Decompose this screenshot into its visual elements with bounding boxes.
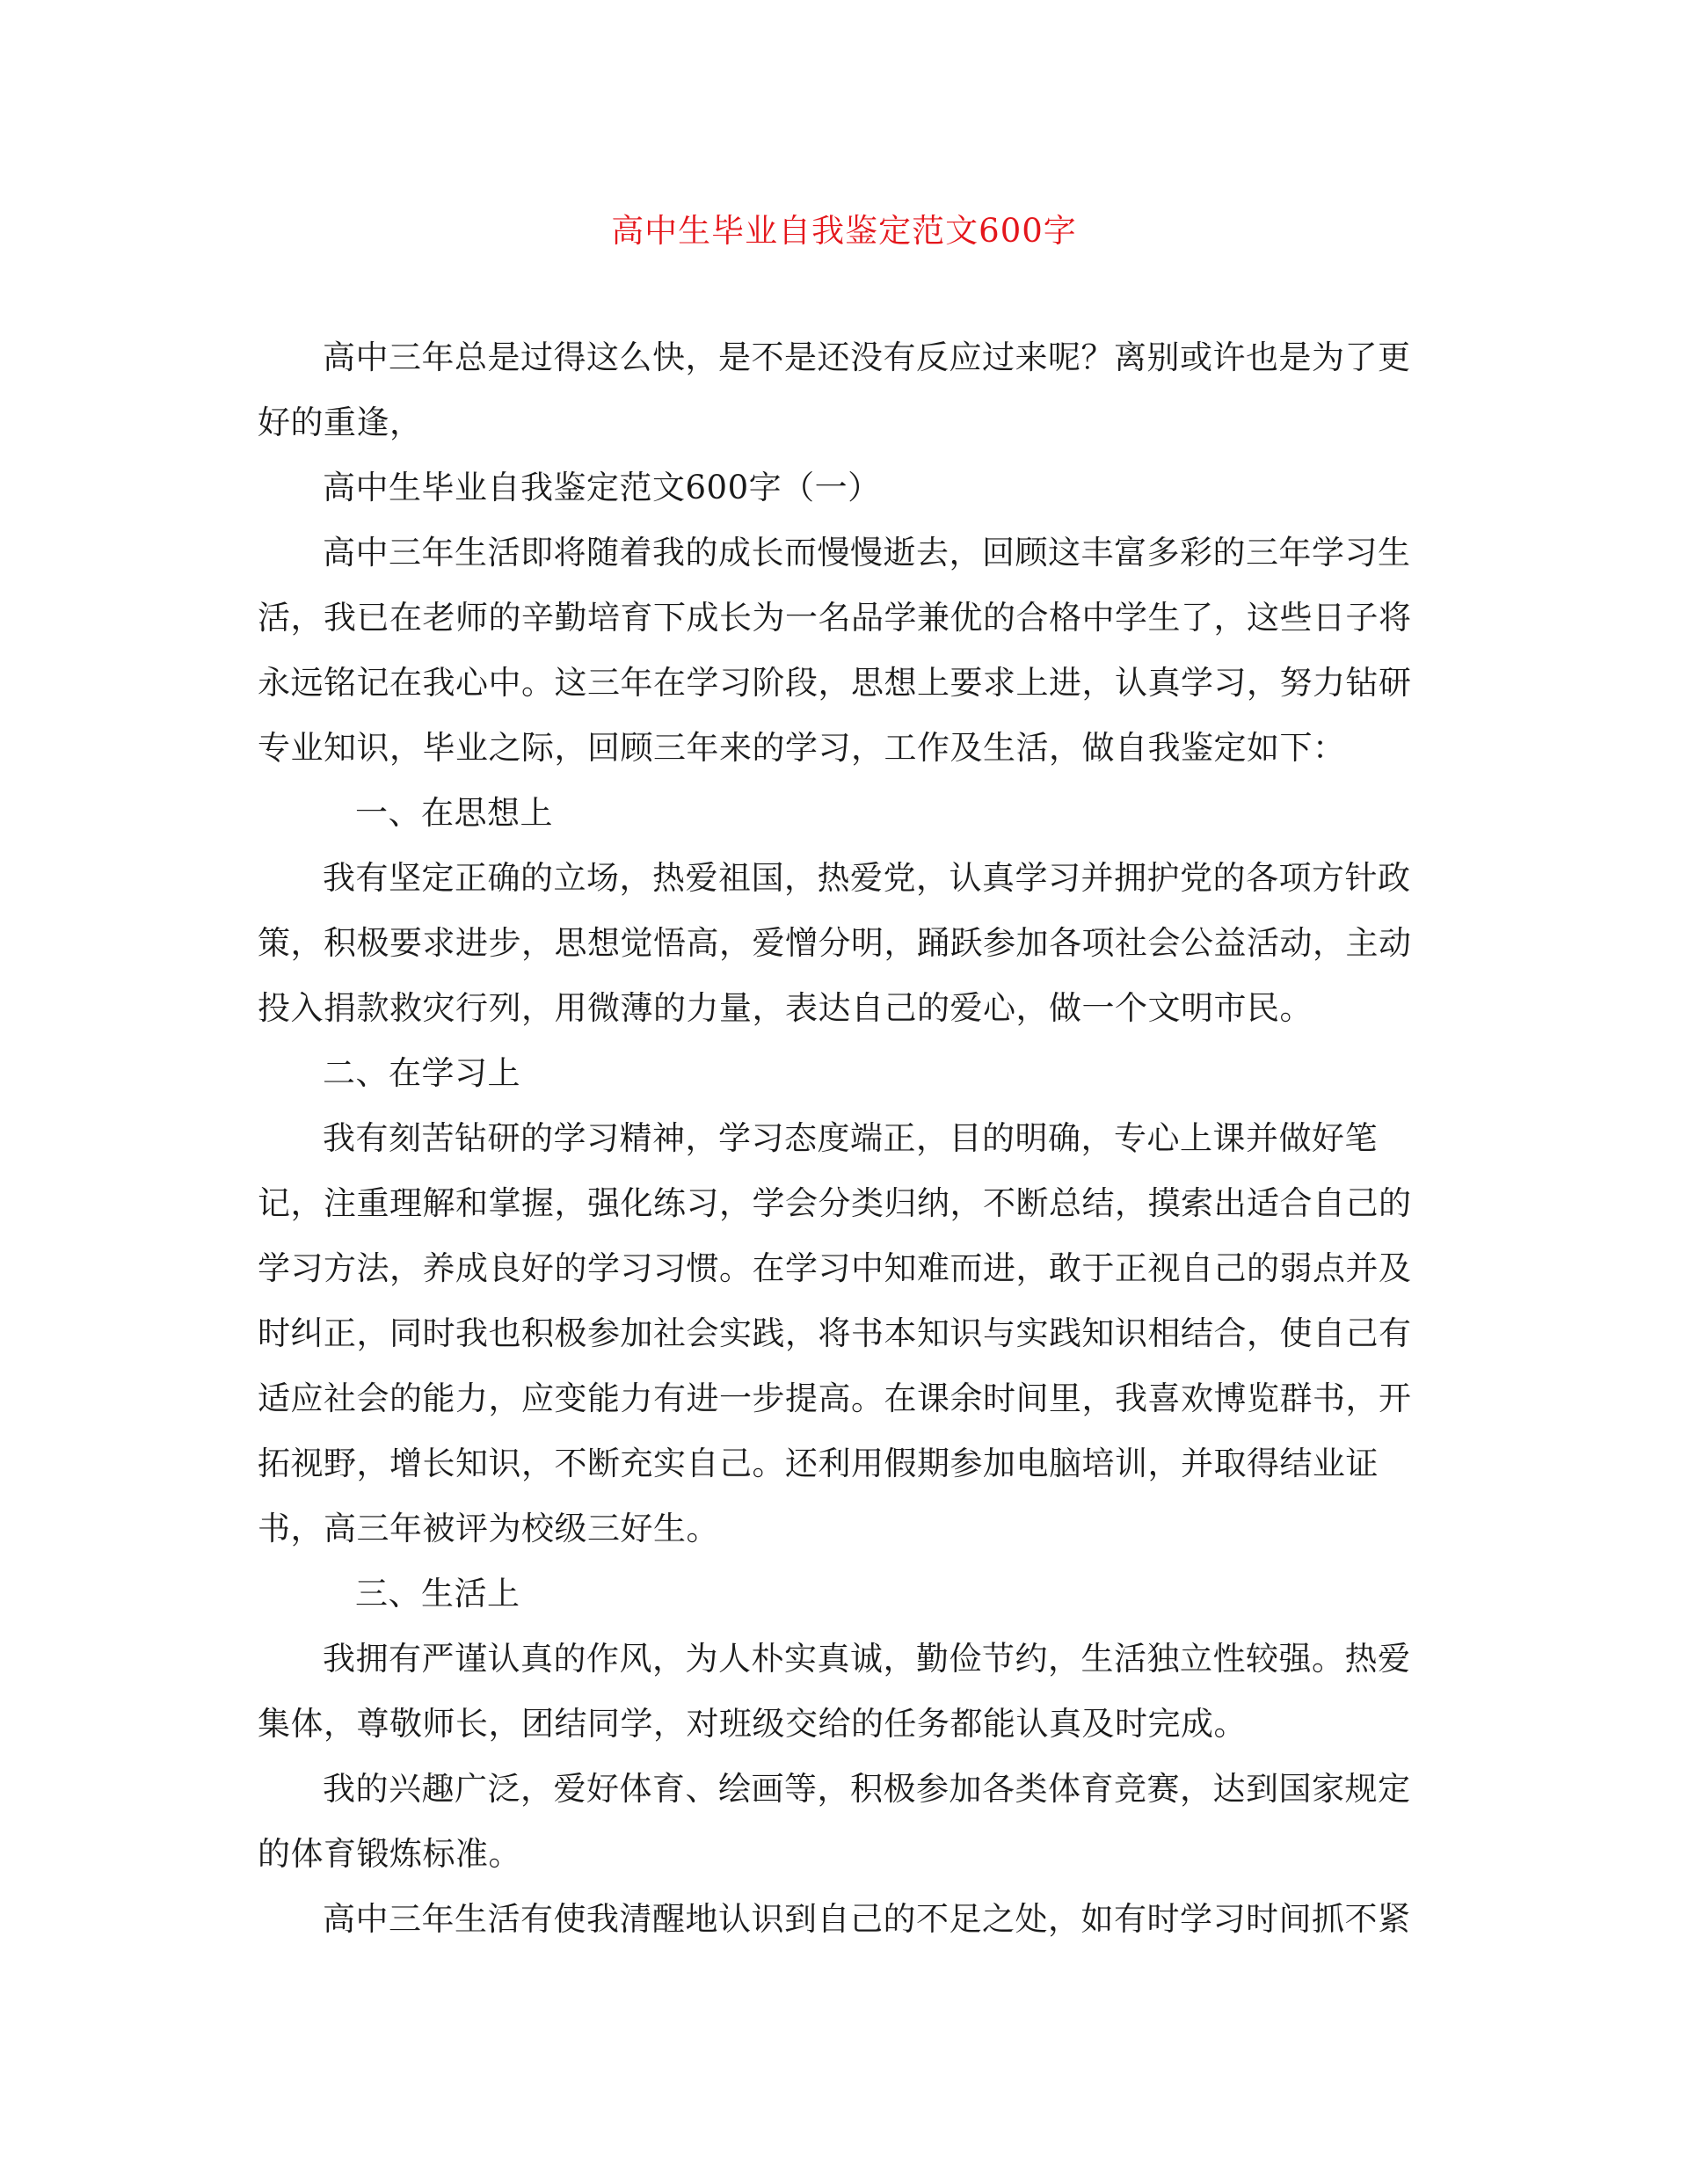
body-paragraph: 我拥有严谨认真的作风，为人朴实真诚，勤俭节约，生活独立性较强。热爱集体，尊敬师长，团结同学，对班级交给的任务都能认真及时完成。 — [258, 1640, 1411, 1743]
section-heading-study: 二、在学习上 — [323, 1054, 520, 1092]
section-heading-life: 三、生活上 — [355, 1575, 520, 1613]
document-title: 高中生毕业自我鉴定范文600字 — [611, 212, 1077, 250]
body-paragraph: 高中三年生活即将随着我的成长而慢慢逝去，回顾这丰富多彩的三年学习生活，我已在老师的辛勤培育下成长为一名品学兼优的合格中学生了，这些日子将永远铭记在我心中。这三年在学习阶段，思想上要求上进，认真学习，努力钻研专业知识，毕业之际，回顾三年来的学习，工作及生活，做自我鉴定如下： — [258, 534, 1412, 767]
body-paragraph: 高中三年生活有使我清醒地认识到自己的不足之处，如有时学习时间抓不紧 — [323, 1900, 1411, 1938]
section-subtitle: 高中生毕业自我鉴定范文600字（一） — [323, 469, 881, 506]
body-paragraph: 我的兴趣广泛，爱好体育、绘画等，积极参加各类体育竞赛，达到国家规定的体育锻炼标准。 — [258, 1770, 1411, 1873]
section-heading-thought: 一、在思想上 — [355, 794, 553, 832]
document-body — [258, 325, 1420, 1952]
body-paragraph: 我有坚定正确的立场，热爱祖国，热爱党，认真学习并拥护党的各项方针政策，积极要求进步，思想觉悟高，爱憎分明，踊跃参加各项社会公益活动，主动投入捐款救灾行列，用微薄的力量，表达自己的爱心，做一个文明市民。 — [258, 859, 1412, 1027]
intro-paragraph: 高中三年总是过得这么快，是不是还没有反应过来呢？离别或许也是为了更好的重逢， — [258, 339, 1411, 441]
body-paragraph: 我有刻苦钻研的学习精神，学习态度端正，目的明确，专心上课并做好笔记，注重理解和掌握，强化练习，学会分类归纳，不断总结，摸索出适合自己的学习方法，养成良好的学习习惯。在学习中知难而进，敢于正视自己的弱点并及时纠正，同时我也积极参加社会实践，将书本知识与实践知识相结合，使自己有适应社会的能力，应变能力有进一步提高。在课余时间里，我喜欢博览群书，开拓视野，增长知识，不断充实自己。还利用假期参加电脑培训，并取得结业证书，高三年被评为校级三好生。 — [258, 1119, 1412, 1547]
